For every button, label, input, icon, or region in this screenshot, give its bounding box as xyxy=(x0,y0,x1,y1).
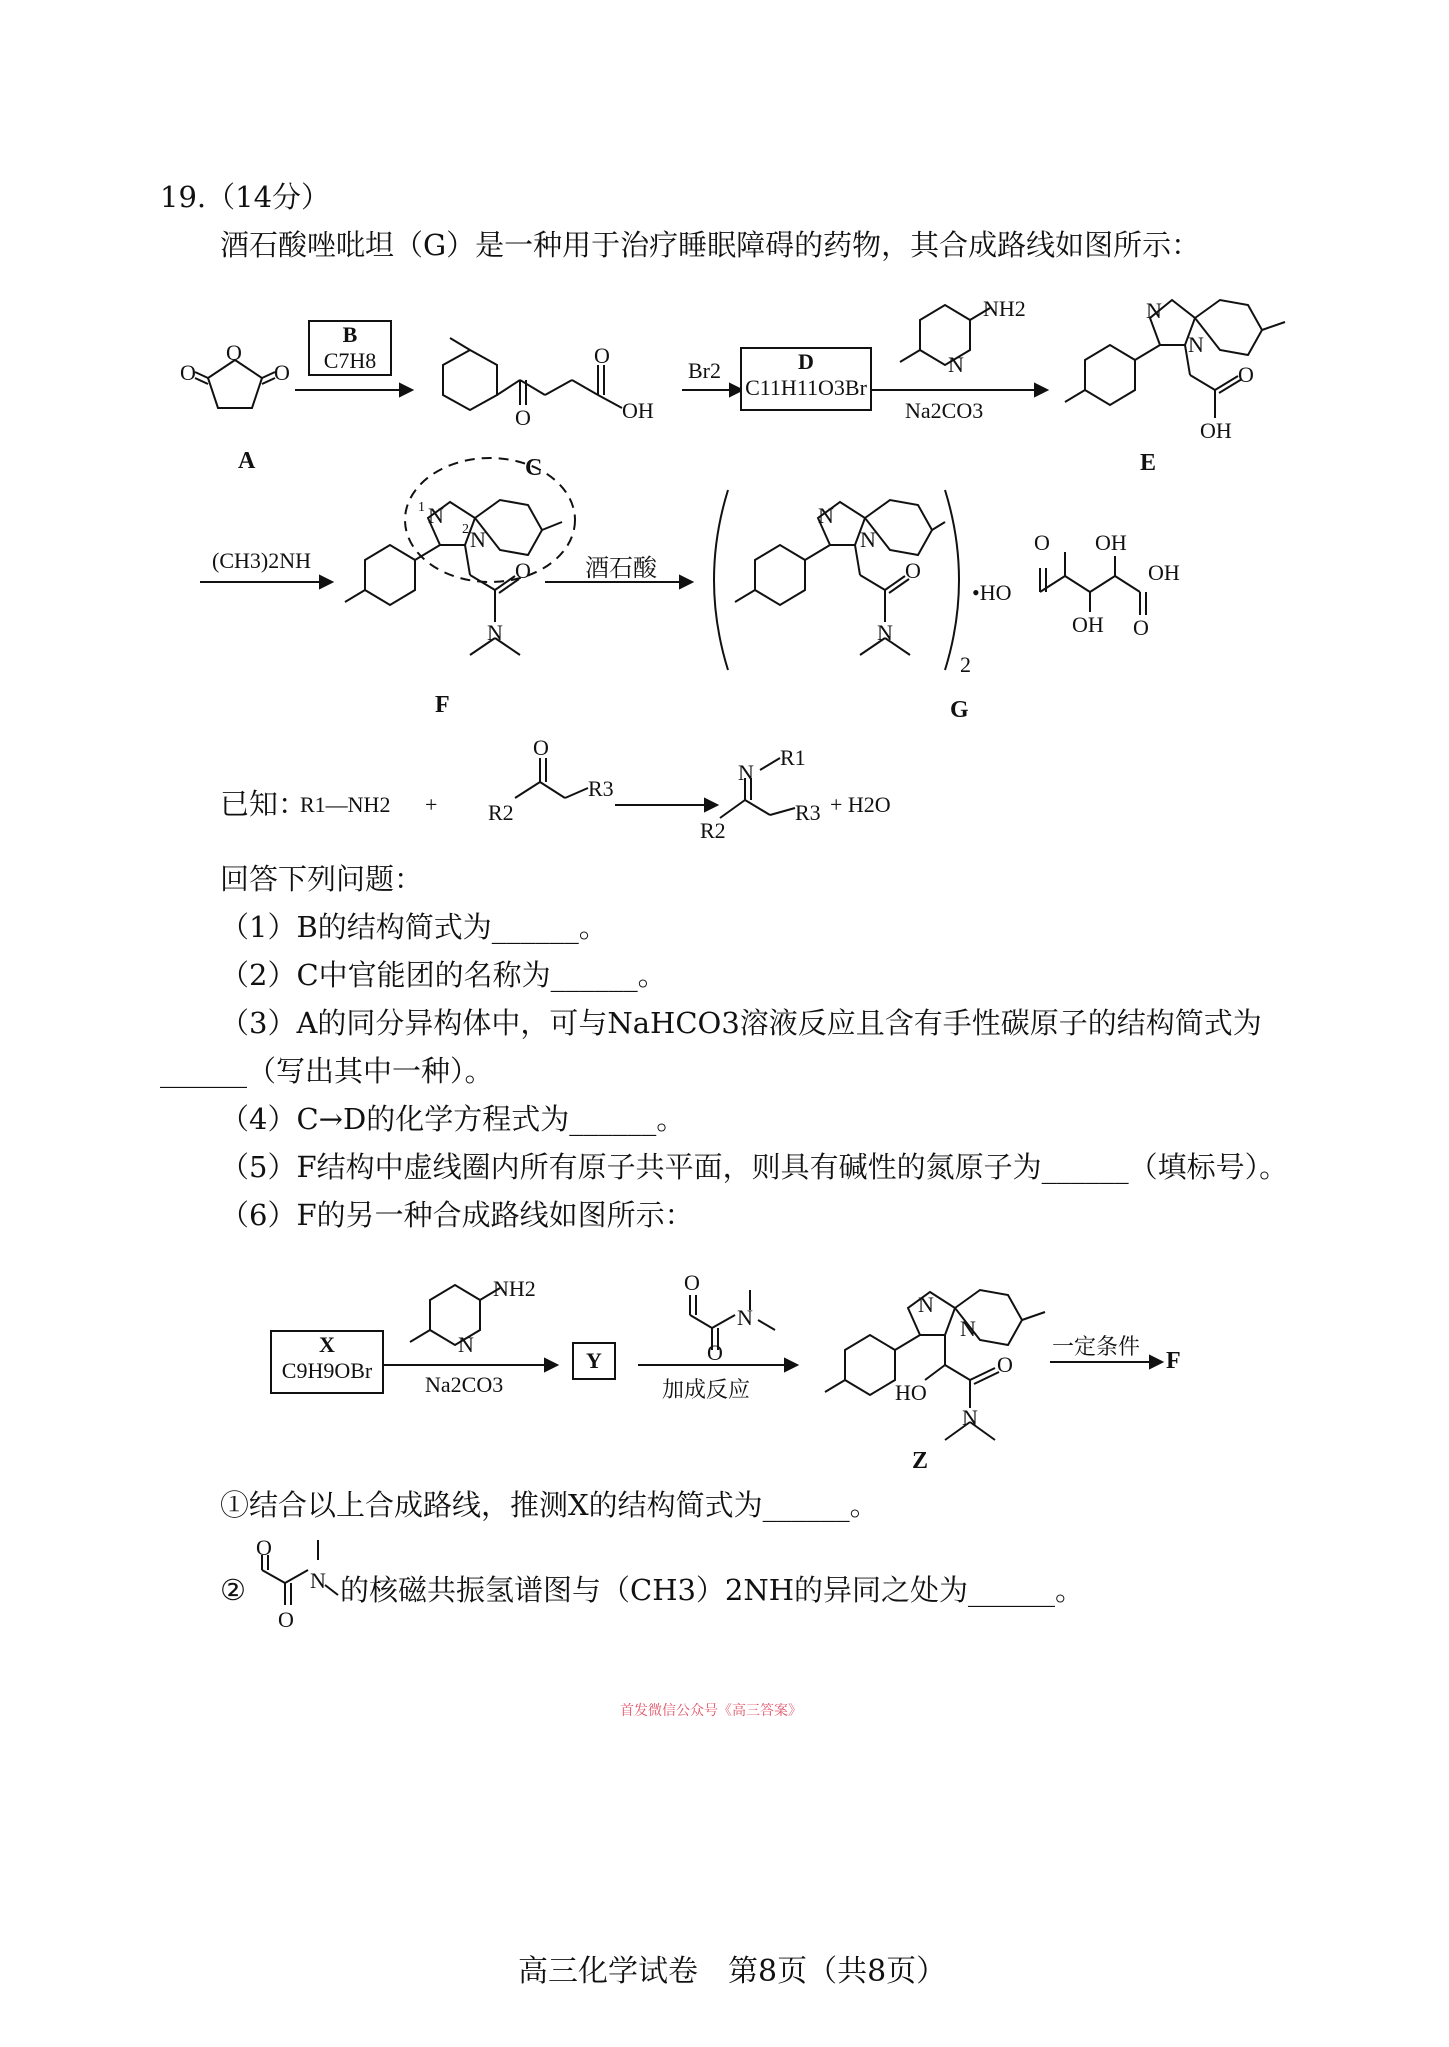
compound-E-pyridine xyxy=(1195,300,1262,355)
atom-n-z-amide: N xyxy=(962,1405,978,1430)
atom-oh-acid: OH xyxy=(622,398,654,423)
atom-ho-z: HO xyxy=(895,1380,927,1405)
label-A: A xyxy=(238,448,256,474)
tartaric-oh-top: OH xyxy=(1095,530,1127,555)
compound-Z-tolyl xyxy=(845,1335,895,1395)
atom-n-2: N xyxy=(458,1332,474,1357)
right-bracket xyxy=(945,490,959,670)
question-6: （6）F的另一种合成路线如图所示： xyxy=(220,1198,694,1232)
atom-n1-number: 1 xyxy=(418,500,425,515)
atom-n2-number: 2 xyxy=(462,522,469,537)
question-3b: ______（写出其中一种）。 xyxy=(160,1054,494,1088)
known-r1-nh2: R1—NH2 xyxy=(300,792,391,817)
condition: 一定条件 xyxy=(1052,1335,1141,1360)
compound-A-ring xyxy=(208,360,262,408)
atom-o-acid: O xyxy=(594,343,610,368)
label-Z: Z xyxy=(912,1448,929,1474)
box-D xyxy=(740,347,872,411)
question-intro: 酒石酸唑吡坦（G）是一种用于治疗睡眠障碍的药物，其合成路线如图所示： xyxy=(220,228,1201,262)
tartaric-o-bottom: O xyxy=(1133,615,1149,640)
atom-o-e: O xyxy=(1238,362,1254,387)
tartaric-o-left: O xyxy=(1034,530,1050,555)
known-r2-right: R2 xyxy=(700,818,726,843)
atom-n-pyridine: N xyxy=(948,352,964,377)
reagent-na2co3-2: Na2CO3 xyxy=(425,1372,504,1397)
reagent-dimethylamine: (CH3)2NH xyxy=(212,548,311,573)
atom-o-right: O xyxy=(274,360,290,385)
reagent-na2co3: Na2CO3 xyxy=(905,398,984,423)
box-D-formula: C11H11O3Br xyxy=(745,375,867,400)
subquestion-2-prefix: ② xyxy=(220,1573,246,1607)
compound-C-ring xyxy=(443,350,497,410)
question-4: （4）C→D的化学方程式为______。 xyxy=(220,1102,686,1136)
atom-o-amide-reagent: O xyxy=(707,1340,723,1365)
atom-oh-e: OH xyxy=(1200,418,1232,443)
known-plus: + xyxy=(425,792,438,817)
atom-n-g-amide: N xyxy=(877,620,893,645)
label-C: C xyxy=(525,455,543,481)
known-r3-right: R3 xyxy=(795,800,821,825)
box-B-formula: C7H8 xyxy=(323,348,377,373)
atom-n-amide-reagent: N xyxy=(737,1305,753,1330)
s2-atom-n: N xyxy=(310,1568,326,1593)
known-r2-left: R2 xyxy=(488,800,514,825)
reagent-br2: Br2 xyxy=(688,358,721,383)
atom-n-g-1: N xyxy=(818,503,834,528)
atom-n-e-2: N xyxy=(1188,332,1204,357)
atom-n-f-amide: N xyxy=(487,620,503,645)
questions-intro: 回答下列问题： xyxy=(220,862,424,896)
atom-o-ring: O xyxy=(226,340,242,365)
question-3a: （3）A的同分异构体中，可与NaHCO3溶液反应且含有手性碳原子的结构简式为 xyxy=(220,1006,1262,1040)
subquestion-2-suffix: 的核磁共振氢谱图与（CH3）2NH的异同之处为______。 xyxy=(340,1573,1085,1607)
salt-dot-ho: •HO xyxy=(972,580,1012,605)
question-number: 19.（14分） xyxy=(160,180,331,214)
known-r3-left: R3 xyxy=(588,776,614,801)
reagent-tartaric-acid: 酒石酸 xyxy=(585,554,657,582)
s2-atom-o-top: O xyxy=(256,1535,272,1560)
label-F: F xyxy=(435,692,450,718)
atom-n-g-2: N xyxy=(860,527,876,552)
known-n: N xyxy=(738,760,754,785)
known-o: O xyxy=(533,735,549,760)
atom-o-g: O xyxy=(905,558,921,583)
question-5: （5）F结构中虚线圈内所有原子共平面，则具有碱性的氮原子为______（填标号）。 xyxy=(220,1150,1289,1184)
box-X xyxy=(270,1330,384,1394)
product-F: F xyxy=(1166,1348,1181,1374)
box-X-name: X xyxy=(319,1332,335,1357)
subscript-2: 2 xyxy=(960,652,971,677)
atom-n-z-1: N xyxy=(918,1292,934,1317)
page-footer: 高三化学试卷 第8页（共8页） xyxy=(518,1954,947,1989)
atom-n-f-2: N xyxy=(470,527,486,552)
label-E: E xyxy=(1140,450,1157,476)
atom-nh2: NH2 xyxy=(983,296,1026,321)
known-prefix: 已知： xyxy=(220,787,308,821)
atom-o-z: O xyxy=(997,1352,1013,1377)
atom-o-ketone: O xyxy=(515,405,531,430)
tartaric-oh-right: OH xyxy=(1148,560,1180,585)
atom-o-left: O xyxy=(180,360,196,385)
question-2: （2）C中官能团的名称为______。 xyxy=(220,958,667,992)
atom-o-aldehyde: O xyxy=(684,1270,700,1295)
box-X-formula: C9H9OBr xyxy=(281,1358,373,1383)
atom-n-f-1: N xyxy=(428,503,444,528)
known-h2o: + H2O xyxy=(830,792,891,817)
box-D-name: D xyxy=(798,349,814,374)
known-r1-right: R1 xyxy=(780,745,806,770)
atom-n-e-1: N xyxy=(1146,298,1162,323)
question-1: （1）B的结构简式为______。 xyxy=(220,910,608,944)
box-Y: Y xyxy=(572,1342,616,1380)
tartaric-oh-bottom: OH xyxy=(1072,612,1104,637)
atom-o-f: O xyxy=(515,558,531,583)
compound-G-tolyl xyxy=(755,545,805,605)
label-G: G xyxy=(950,697,969,723)
compound-F-tolyl xyxy=(365,545,415,605)
watermark: 首发微信公众号《高三答案》 xyxy=(620,1703,802,1719)
reaction-type: 加成反应 xyxy=(662,1378,751,1403)
box-B xyxy=(308,320,392,376)
atom-nh2-2: NH2 xyxy=(493,1276,536,1301)
left-bracket xyxy=(714,490,728,670)
subquestion-1: ①结合以上合成路线，推测X的结构简式为______。 xyxy=(220,1488,879,1522)
compound-E-tolyl xyxy=(1085,345,1135,405)
atom-n-z-2: N xyxy=(960,1316,976,1341)
box-B-name: B xyxy=(342,322,358,347)
s2-atom-o-bottom: O xyxy=(278,1607,294,1632)
